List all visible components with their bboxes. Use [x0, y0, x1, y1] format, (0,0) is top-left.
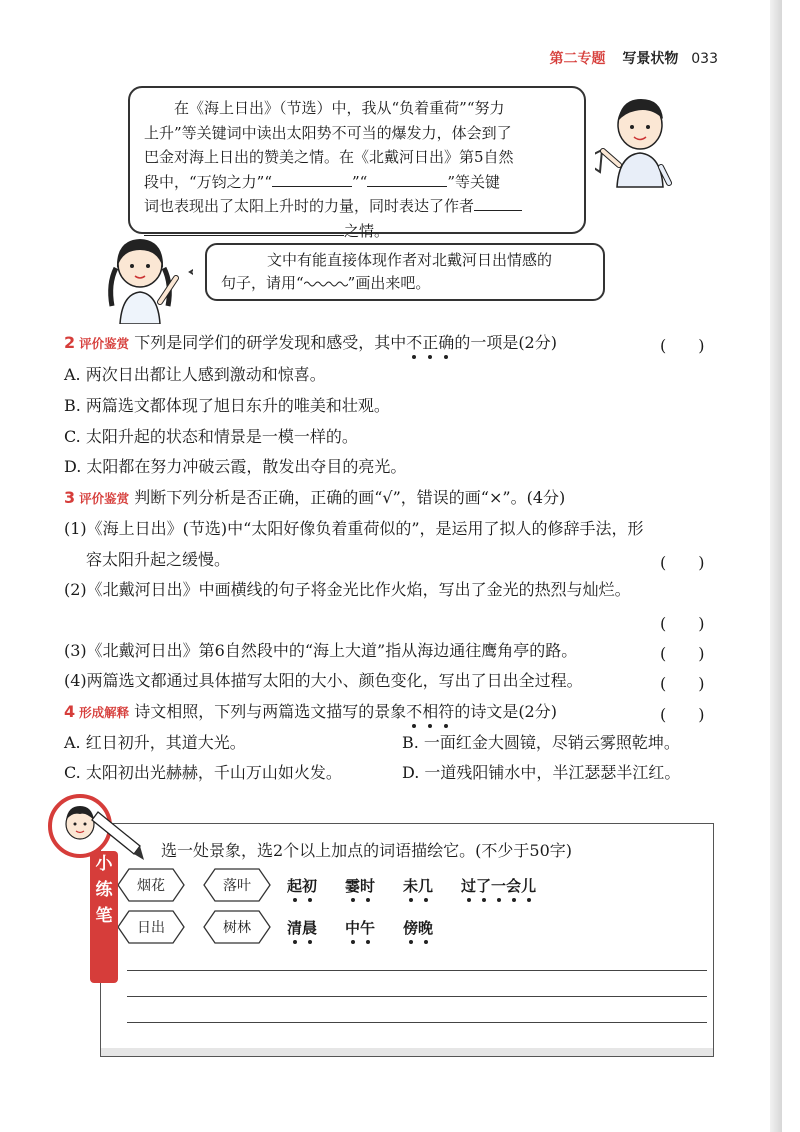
bubble1-line4a: 段中，“万钧之力”“ — [144, 172, 273, 191]
writing-line[interactable] — [127, 1022, 707, 1023]
question-4-stem — [64, 702, 557, 723]
q3-item-2: (2)《北戴河日出》中画横线的句子将金光比作火焰，写出了金光的热烈与灿烂。 — [64, 580, 631, 599]
bubble1-line2: 上升”等关键词中读出太阳势不可当的爆发力，体会到了 — [144, 123, 512, 142]
q2-option-a: A. 两次日出都让人感到激动和惊喜。 — [64, 365, 326, 384]
stem-text: 的一项是(2分) — [454, 333, 557, 352]
girl-illustration — [98, 232, 193, 324]
scene-label: 烟花 — [137, 878, 165, 894]
question-type-tag: 评价鉴赏 — [79, 491, 130, 506]
scene-option-woods[interactable] — [203, 910, 271, 944]
emphasis-char: 会 — [506, 877, 522, 895]
q3-item-4: (4)两篇选文都通过具体描写太阳的大小、颜色变化，写出了日出全过程。 — [64, 671, 583, 690]
emphasis-char: 初 — [302, 877, 318, 895]
sidebar-char: 小 — [95, 854, 113, 874]
q3-item-1-cont: 容太阳升起之缓慢。 — [86, 550, 231, 569]
topic-label: 写景状物 — [622, 51, 679, 67]
answer-paren-q3-4[interactable]: ( ) — [660, 674, 705, 693]
q4-option-c: C. 太阳初出光赫赫，千山万山如火发。 — [64, 763, 342, 782]
answer-paren-q3-1[interactable]: ( ) — [660, 553, 705, 572]
stem-text: 的诗文是(2分) — [454, 702, 557, 721]
speech-bubble-boy — [128, 86, 586, 240]
emphasis-char: 晚 — [418, 919, 434, 937]
sidebar-char: 练 — [95, 880, 113, 900]
answer-paren-q3-2[interactable]: ( ) — [660, 614, 705, 633]
emphasis-char: 符 — [438, 702, 455, 721]
emphasis-char: 傍 — [403, 919, 419, 937]
q2-option-d: D. 太阳都在努力冲破云霞，散发出夺目的亮光。 — [64, 457, 407, 476]
emphasis-char: 晨 — [302, 919, 318, 937]
bubble1-line4b: ”“ — [352, 172, 368, 191]
fill-blank-3[interactable] — [474, 196, 522, 211]
emphasis-char: 中 — [345, 919, 361, 937]
question-3-stem — [64, 488, 565, 509]
word-option — [345, 917, 375, 938]
question-number: 3 — [64, 488, 76, 507]
bubble2-line2a: 句子，请用“ — [221, 274, 304, 292]
answer-paren-q3-3[interactable]: ( ) — [660, 644, 705, 663]
bubble1-line1: 在《海上日出》（节选）中，我从“负着重荷”“努力 — [174, 99, 505, 117]
emphasis-char: 未 — [403, 877, 419, 895]
fill-blank-1[interactable] — [272, 172, 352, 187]
question-type-tag: 形成解释 — [79, 705, 130, 720]
word-option — [403, 875, 433, 896]
wavy-underline-icon — [304, 279, 348, 289]
practice-box — [100, 823, 714, 1057]
emphasis-char: 儿 — [521, 877, 537, 895]
q4-option-a: A. 红日初升，其道大光。 — [64, 733, 246, 752]
emphasis-char: 午 — [360, 919, 376, 937]
q3-item-3: (3)《北戴河日出》第6自然段中的“海上大道”指从海边通往鹰角亭的路。 — [64, 641, 578, 660]
page-number: 033 — [691, 51, 718, 67]
stem-text: 诗文相照，下列与两篇选文描写的景象 — [134, 702, 407, 721]
emphasis-char: 清 — [287, 919, 303, 937]
scene-option-sunrise[interactable] — [117, 910, 185, 944]
q4-option-b: B. 一面红金大圆镜，尽销云雾照乾坤。 — [402, 733, 680, 752]
practice-instruction: 选一处景象，选2个以上加点的词语描绘它。(不少于50字) — [161, 841, 573, 860]
writing-line[interactable] — [127, 970, 707, 971]
emphasis-char: 确 — [438, 333, 455, 352]
q2-option-b: B. 两篇选文都体现了旭日东升的唯美和壮观。 — [64, 396, 390, 415]
emphasis-char: 不 — [406, 333, 423, 352]
bubble1-line3: 巴金对海上日出的赞美之情。在《北戴河日出》第5自然 — [144, 148, 514, 166]
word-option — [287, 875, 317, 896]
bubble1-line6: 之情。 — [344, 221, 390, 240]
section-label: 第二专题 — [549, 51, 606, 67]
answer-paren-q4[interactable]: ( ) — [660, 705, 705, 724]
question-number: 4 — [64, 702, 76, 721]
word-option — [461, 875, 536, 896]
word-option — [345, 875, 375, 896]
sidebar-char: 笔 — [95, 906, 113, 926]
bubble1-line5: 词也表现出了太阳上升时的力量，同时表达了作者 — [144, 197, 475, 215]
stem-text: 下列是同学们的研学发现和感受，其中 — [134, 333, 407, 352]
emphasis-char: 正 — [422, 333, 439, 352]
emphasis-char: 一 — [491, 877, 507, 895]
scene-option-leaves[interactable] — [203, 868, 271, 902]
q2-option-c: C. 太阳升起的状态和情景是一模一样的。 — [64, 427, 358, 446]
word-option — [287, 917, 317, 938]
emphasis-char: 过 — [461, 877, 477, 895]
question-number: 2 — [64, 333, 76, 352]
scene-label: 落叶 — [223, 878, 251, 894]
bubble2-line2b: ”画出来吧。 — [347, 274, 431, 292]
emphasis-char: 霎 — [345, 877, 361, 895]
speech-bubble-girl — [205, 243, 605, 301]
writing-practice-section — [90, 823, 714, 1055]
practice-box-shadow — [101, 1048, 713, 1056]
scene-label: 日出 — [137, 920, 165, 936]
emphasis-char: 起 — [287, 877, 303, 895]
answer-paren-q2[interactable]: ( ) — [660, 336, 705, 355]
emphasis-char: 不 — [406, 702, 423, 721]
page-header — [550, 48, 718, 68]
pencil-mascot-illustration — [46, 790, 146, 880]
bubble1-line4c: ”等关键 — [447, 172, 501, 191]
emphasis-char: 几 — [418, 877, 434, 895]
q4-option-d: D. 一道残阳铺水中，半江瑟瑟半江红。 — [402, 763, 681, 782]
boy-illustration — [595, 95, 685, 205]
q3-item-1: (1)《海上日出》(节选)中“太阳好像负着重荷似的”，是运用了拟人的修辞手法，形 — [64, 519, 644, 538]
stem-text: 判断下列分析是否正确，正确的画“√”，错误的画“×”。(4分) — [134, 488, 566, 507]
question-type-tag: 评价鉴赏 — [79, 336, 130, 351]
fill-blank-2[interactable] — [367, 172, 447, 187]
emphasis-char: 了 — [476, 877, 492, 895]
emphasis-char: 相 — [422, 702, 439, 721]
question-2-stem — [64, 333, 557, 354]
writing-line[interactable] — [127, 996, 707, 997]
word-option — [403, 917, 433, 938]
bubble2-line1: 文中有能直接体现作者对北戴河日出情感的 — [267, 251, 553, 269]
scene-label: 树林 — [223, 920, 251, 936]
page-edge — [770, 0, 782, 1132]
emphasis-char: 时 — [360, 877, 376, 895]
